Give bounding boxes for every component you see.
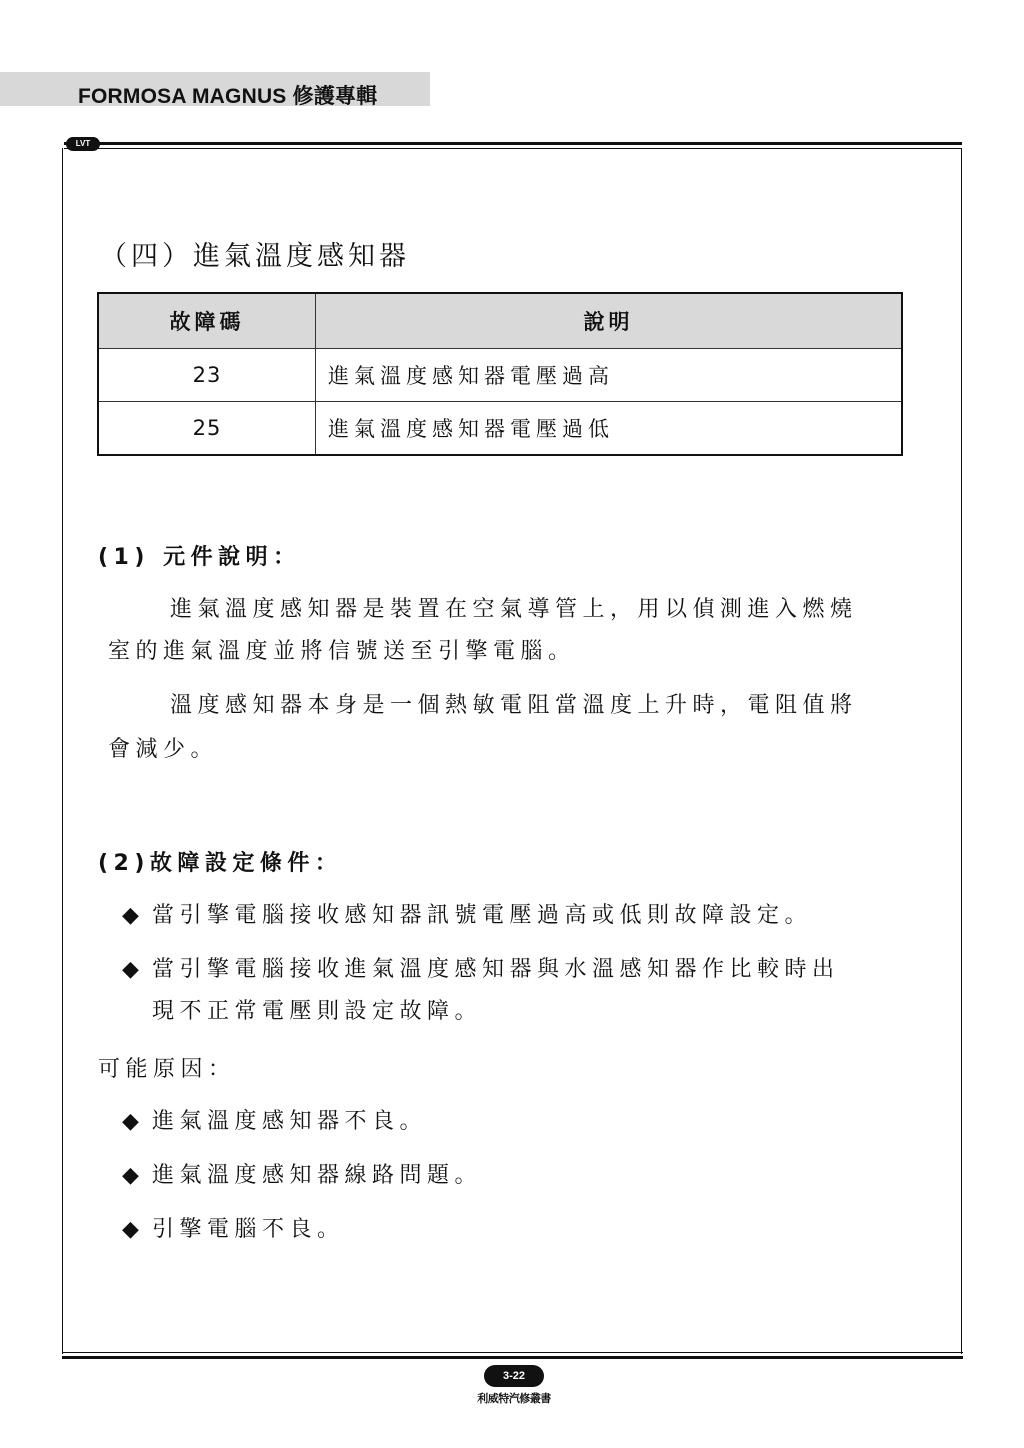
cause-text: 進氣溫度感知器線路問題。 xyxy=(152,1163,483,1188)
frame-top-rule xyxy=(64,142,962,145)
cause-text: 進氣溫度感知器不良。 xyxy=(152,1109,428,1134)
component-para2-line2: 會減少。 xyxy=(108,737,219,762)
publisher-name: 利威特汽修叢書 xyxy=(477,1392,551,1405)
list-item xyxy=(122,1158,482,1189)
page-number-badge: 3-22 xyxy=(484,1365,544,1387)
diamond-bullet-icon: ◆ xyxy=(122,957,139,982)
publisher-logo-icon: LVT xyxy=(66,137,100,151)
table-cell-code: 25 xyxy=(98,402,316,456)
table-row xyxy=(98,402,902,456)
conditions-item-2-line2: 現不正常電壓則設定故障。 xyxy=(152,999,483,1024)
diamond-bullet-icon: ◆ xyxy=(122,903,139,928)
component-para1-line2: 室的進氣溫度並將信號送至引擎電腦。 xyxy=(108,639,576,664)
diamond-bullet-icon: ◆ xyxy=(122,1109,139,1134)
conditions-item-1 xyxy=(122,898,812,929)
conditions-item-1-text: 當引擎電腦接收感知器訊號電壓過高或低則故障設定。 xyxy=(152,903,813,928)
component-heading: (1) 元件說明： xyxy=(98,545,301,570)
conditions-item-2-text: 當引擎電腦接收進氣溫度感知器與水溫感知器作比較時出 xyxy=(152,957,840,982)
table-header-desc: 說明 xyxy=(316,293,903,349)
cause-text: 引擎電腦不良。 xyxy=(152,1217,345,1242)
list-item xyxy=(122,1104,427,1135)
header-title: FORMOSA MAGNUS 修護專輯 xyxy=(78,85,378,108)
component-para2-line1: 溫度感知器本身是一個熱敏電阻當溫度上升時，電阻值將 xyxy=(170,693,858,718)
causes-heading: 可能原因： xyxy=(98,1057,236,1082)
fault-code-table xyxy=(97,292,903,456)
conditions-heading: (2)故障設定條件： xyxy=(98,851,343,876)
frame-bottom-rule-thin xyxy=(62,1352,963,1353)
frame-top-rule-thin xyxy=(64,148,962,149)
diamond-bullet-icon: ◆ xyxy=(122,1163,139,1188)
table-cell-code: 23 xyxy=(98,349,316,402)
frame-right-rule xyxy=(961,148,962,1354)
table-cell-desc: 進氣溫度感知器電壓過高 xyxy=(316,349,903,402)
conditions-item-2 xyxy=(122,952,840,983)
component-para1-line1: 進氣溫度感知器是裝置在空氣導管上，用以偵測進入燃燒 xyxy=(170,597,858,622)
frame-left-rule xyxy=(62,148,63,1354)
table-header-row xyxy=(98,293,902,349)
section-title: （四）進氣溫度感知器 xyxy=(100,241,410,272)
table-cell-desc: 進氣溫度感知器電壓過低 xyxy=(316,402,903,456)
diamond-bullet-icon: ◆ xyxy=(122,1217,139,1242)
table-row xyxy=(98,349,902,402)
frame-bottom-rule xyxy=(62,1356,963,1359)
list-item xyxy=(122,1212,345,1243)
table-header-code: 故障碼 xyxy=(98,293,316,349)
